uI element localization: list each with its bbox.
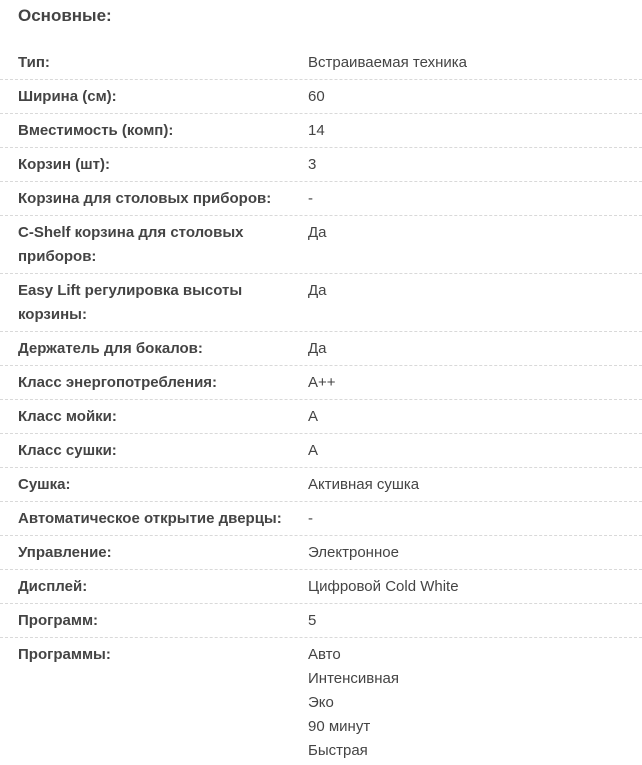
spec-name: Корзина для столовых приборов:	[18, 190, 272, 207]
spec-name: Сушка:	[18, 476, 71, 493]
spec-row-baskets	[0, 148, 642, 182]
spec-value: Да	[308, 340, 327, 357]
spec-value: -	[308, 190, 313, 207]
program-item: Интенсивная	[308, 670, 399, 687]
spec-value: A	[308, 408, 319, 425]
spec-value: 60	[308, 88, 325, 105]
spec-row-wash-class	[0, 400, 642, 434]
spec-row-cutlery-basket	[0, 182, 642, 216]
spec-row-auto-door	[0, 502, 642, 536]
spec-name: Вместимость (комп):	[18, 122, 174, 139]
spec-name: Программ:	[18, 612, 99, 629]
spec-row-control	[0, 536, 642, 570]
spec-row-easy-lift	[0, 274, 642, 332]
spec-name: Программы:	[18, 646, 111, 663]
spec-row-programs	[0, 638, 642, 763]
spec-value: 5	[308, 612, 317, 629]
spec-name: Ширина (см):	[18, 88, 117, 105]
spec-value: Электронное	[308, 544, 399, 561]
spec-name: C-Shelf корзина для столовых приборов:	[18, 224, 244, 265]
spec-row-display	[0, 570, 642, 604]
spec-name: Класс мойки:	[18, 408, 117, 425]
spec-name: Easy Lift регулировка высоты корзины:	[18, 282, 243, 323]
spec-name: Дисплей:	[18, 578, 88, 595]
spec-value: A++	[308, 374, 336, 391]
spec-name: Держатель для бокалов:	[18, 340, 203, 357]
spec-name: Автоматическое открытие дверцы:	[18, 510, 282, 527]
spec-row-glass-holder	[0, 332, 642, 366]
program-item: 90 минут	[308, 718, 371, 735]
spec-row-c-shelf	[0, 216, 642, 274]
spec-value: -	[308, 510, 313, 527]
spec-name: Корзин (шт):	[18, 156, 111, 173]
spec-row-type	[0, 46, 642, 80]
spec-value: Активная сушка	[308, 476, 420, 493]
spec-row-capacity	[0, 114, 642, 148]
spec-row-energy-class	[0, 366, 642, 400]
spec-value: A	[308, 442, 319, 459]
spec-table	[0, 46, 642, 763]
spec-row-dry-class	[0, 434, 642, 468]
spec-value: Да	[308, 282, 327, 299]
programs-list	[308, 638, 642, 763]
spec-name: Тип:	[18, 54, 50, 71]
section-title: Основные:	[18, 6, 112, 25]
spec-row-width	[0, 80, 642, 114]
spec-row-program-count	[0, 604, 642, 638]
spec-row-drying	[0, 468, 642, 502]
spec-value: Да	[308, 224, 327, 241]
program-item: Эко	[308, 694, 334, 711]
spec-name: Управление:	[18, 544, 112, 561]
spec-name: Класс энергопотребления:	[18, 374, 218, 391]
program-item: Быстрая	[308, 742, 368, 759]
spec-value: Цифровой Cold White	[308, 578, 459, 595]
spec-value: 14	[308, 122, 325, 139]
spec-value: Встраиваемая техника	[308, 54, 467, 71]
spec-name: Класс сушки:	[18, 442, 117, 459]
spec-value: 3	[308, 156, 317, 173]
program-item: Авто	[308, 646, 341, 663]
